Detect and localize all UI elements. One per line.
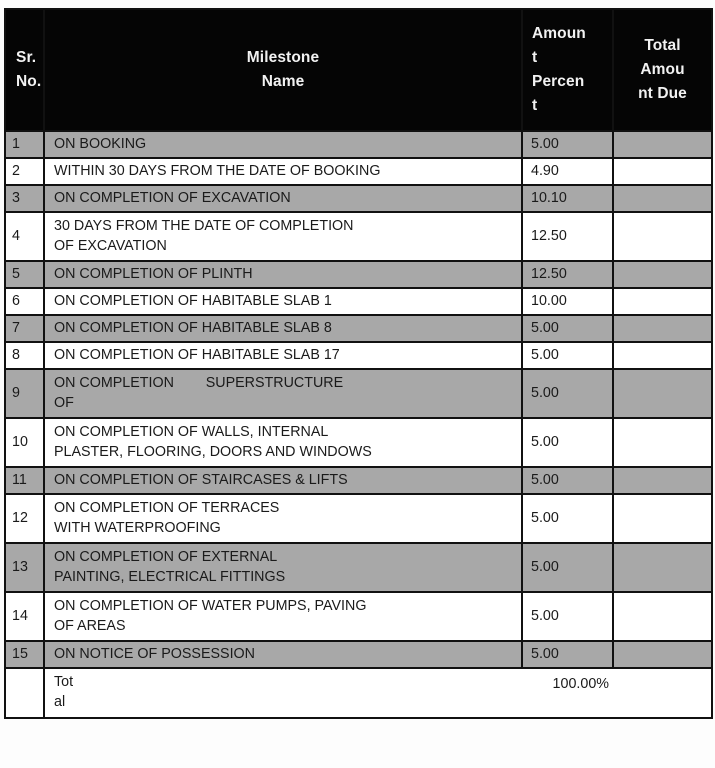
milestone-name-line: ON COMPLETION OF TERRACES [54, 499, 280, 516]
table-row [5, 315, 712, 342]
cell-milestone-name [44, 212, 522, 261]
cell-sr-no: 10 [5, 418, 44, 467]
table-row [5, 418, 712, 467]
milestone-name-line: ON COMPLETION OF HABITABLE SLAB 1 [54, 292, 332, 309]
cell-amount-percent: 5.00 [522, 467, 613, 494]
cell-milestone-name [44, 592, 522, 641]
cell-total-amount-due [613, 543, 712, 592]
cell-total-amount-due [613, 494, 712, 543]
table-row [5, 158, 712, 185]
total-label-line: al [54, 694, 66, 710]
column-header-milestone-name [44, 9, 522, 131]
cell-milestone-name [44, 494, 522, 543]
column-header-total-amount-due [613, 9, 712, 131]
cell-amount-percent: 5.00 [522, 418, 613, 467]
header-line: t [532, 97, 538, 115]
total-value: 100.00% [522, 668, 613, 718]
table-row [5, 342, 712, 369]
cell-milestone-name [44, 369, 522, 418]
table-row [5, 185, 712, 212]
table-header [5, 9, 712, 131]
cell-milestone-name [44, 158, 522, 185]
payment-schedule-table [4, 8, 713, 719]
cell-amount-percent: 5.00 [522, 131, 613, 158]
header-row [5, 9, 712, 131]
cell-total-amount-due [613, 158, 712, 185]
milestone-name-line: PAINTING, ELECTRICAL FITTINGS [54, 568, 286, 585]
cell-amount-percent: 5.00 [522, 543, 613, 592]
header-line: No. [16, 73, 42, 90]
milestone-name-line: ON COMPLETION OF WALLS, INTERNAL [54, 423, 329, 440]
cell-sr-no: 15 [5, 641, 44, 668]
cell-amount-percent: 5.00 [522, 592, 613, 641]
milestone-name-line: 30 DAYS FROM THE DATE OF COMPLETION [54, 217, 354, 234]
cell-sr-no: 14 [5, 592, 44, 641]
cell-sr-no: 5 [5, 261, 44, 288]
cell-amount-percent: 10.10 [522, 185, 613, 212]
cell-amount-percent: 5.00 [522, 369, 613, 418]
header-line: Total [644, 36, 681, 54]
cell-amount-percent: 10.00 [522, 288, 613, 315]
column-header-amount-percent [522, 9, 613, 131]
table-row [5, 543, 712, 592]
cell-sr-no: 9 [5, 369, 44, 418]
table-row [5, 592, 712, 641]
milestone-name-line: WITH WATERPROOFING [54, 519, 221, 536]
table-row [5, 369, 712, 418]
cell-sr-no: 13 [5, 543, 44, 592]
table-body [5, 131, 712, 718]
cell-total-amount-due [613, 315, 712, 342]
cell-total-amount-due [613, 467, 712, 494]
cell-amount-percent: 4.90 [522, 158, 613, 185]
table-row [5, 494, 712, 543]
table-row [5, 131, 712, 158]
milestone-name-line: WITHIN 30 DAYS FROM THE DATE OF BOOKING [54, 162, 381, 179]
cell-total-amount-due [613, 342, 712, 369]
cell-total-amount-due [613, 185, 712, 212]
milestone-name-line: ON NOTICE OF POSSESSION [54, 645, 255, 662]
milestone-name-line: ON COMPLETION OF EXCAVATION [54, 189, 291, 206]
table-total-row [5, 668, 712, 718]
total-label-line: Tot [54, 674, 74, 691]
cell-milestone-name [44, 641, 522, 668]
cell-milestone-name [44, 418, 522, 467]
header-line: Milestone [246, 48, 320, 66]
milestone-name-line: ON COMPLETION OF HABITABLE SLAB 8 [54, 319, 332, 336]
cell-total-amount-due [613, 131, 712, 158]
total-row-sr-cell [5, 668, 44, 718]
milestone-name-line: ON COMPLETION OF HABITABLE SLAB 17 [54, 346, 340, 363]
cell-total-amount-due [613, 369, 712, 418]
table-row [5, 641, 712, 668]
table-row [5, 261, 712, 288]
header-line: Amoun [532, 24, 586, 42]
cell-total-amount-due [613, 418, 712, 467]
cell-milestone-name [44, 131, 522, 158]
header-line: Name [261, 73, 305, 90]
milestone-name-line: ON BOOKING [54, 135, 147, 152]
header-line: Amou [640, 60, 685, 78]
cell-total-amount-due [613, 641, 712, 668]
cell-total-amount-due [613, 592, 712, 641]
cell-sr-no: 3 [5, 185, 44, 212]
milestone-name-line: ON COMPLETION OF WATER PUMPS, PAVING [54, 597, 367, 614]
milestone-name-line: OF AREAS [54, 617, 126, 634]
header-line: Percen [532, 73, 585, 90]
cell-amount-percent: 12.50 [522, 261, 613, 288]
cell-amount-percent: 5.00 [522, 315, 613, 342]
header-line: Sr. [16, 48, 37, 66]
cell-milestone-name [44, 467, 522, 494]
table-row [5, 467, 712, 494]
cell-amount-percent: 5.00 [522, 641, 613, 668]
cell-sr-no: 1 [5, 131, 44, 158]
cell-milestone-name [44, 261, 522, 288]
total-label [44, 668, 522, 718]
cell-sr-no: 8 [5, 342, 44, 369]
cell-total-amount-due [613, 212, 712, 261]
cell-total-amount-due [613, 288, 712, 315]
cell-sr-no: 6 [5, 288, 44, 315]
table-row [5, 288, 712, 315]
cell-milestone-name [44, 185, 522, 212]
milestone-name-line: ON COMPLETION OF EXTERNAL [54, 548, 278, 565]
cell-milestone-name [44, 315, 522, 342]
milestone-name-line: PLASTER, FLOORING, DOORS AND WINDOWS [54, 443, 372, 460]
cell-milestone-name [44, 342, 522, 369]
milestone-name-line: ON COMPLETION OF PLINTH [54, 265, 253, 282]
cell-milestone-name [44, 543, 522, 592]
cell-sr-no: 4 [5, 212, 44, 261]
column-header-sr-no [5, 9, 44, 131]
cell-amount-percent: 12.50 [522, 212, 613, 261]
cell-milestone-name [44, 288, 522, 315]
milestone-name-line: ON COMPLETION OF STAIRCASES & LIFTS [54, 471, 348, 488]
cell-total-amount-due [613, 261, 712, 288]
cell-sr-no: 7 [5, 315, 44, 342]
table-row [5, 212, 712, 261]
cell-sr-no: 2 [5, 158, 44, 185]
total-row-due-cell [613, 668, 712, 718]
milestone-name-line: OF [54, 394, 74, 411]
milestone-name-line: OF EXCAVATION [54, 237, 167, 254]
header-line: t [532, 48, 538, 66]
cell-sr-no: 12 [5, 494, 44, 543]
cell-sr-no: 11 [5, 467, 44, 494]
header-line: nt Due [638, 85, 687, 102]
cell-amount-percent: 5.00 [522, 494, 613, 543]
cell-amount-percent: 5.00 [522, 342, 613, 369]
milestone-name-line: ON COMPLETION SUPERSTRUCTURE [54, 374, 344, 391]
